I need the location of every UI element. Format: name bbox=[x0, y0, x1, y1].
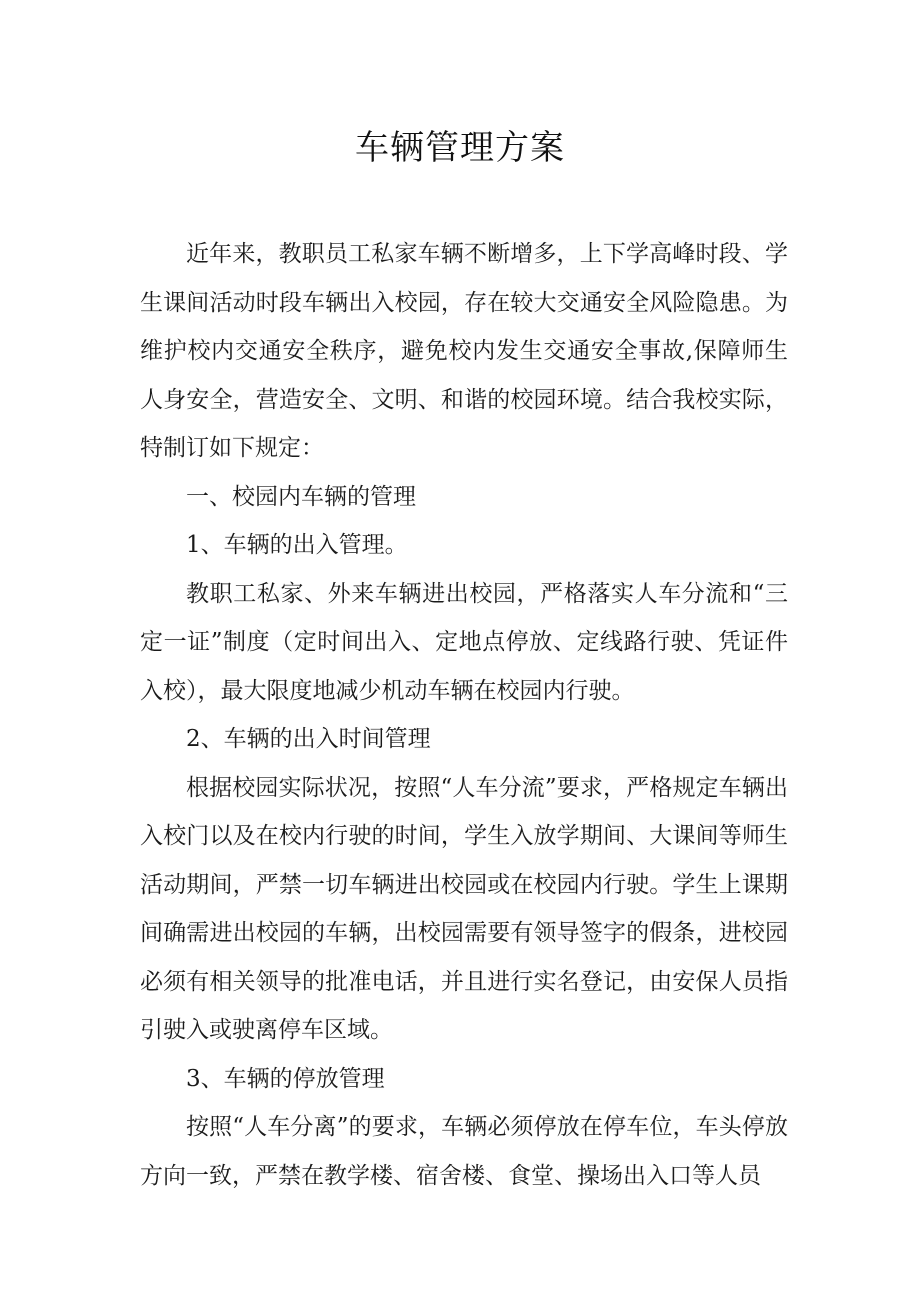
subsection-heading-3: 3、车辆的停放管理 bbox=[186, 1065, 385, 1092]
paragraph-entry-rules: 教职工私家、外来车辆进出校园，严格落实人车分流和“三定一证”制度（定时间出入、定地点停放、定线路行驶、凭证件入校），最大限度地减少机动车辆在校园内行驶。 bbox=[140, 580, 788, 704]
paragraph-time-rules: 根据校园实际状况，按照“人车分流”要求，严格规定车辆出入校门以及在校内行驶的时间，学生入放学期间、大课间等师生活动期间，严禁一切车辆进出校园或在校园内行驶。学生上课期间确需进出校园的车辆，出校园需要有领导签字的假条，进校园必须有相关领导的批准电话，并且进行实名登记，由安保人员指引驶入或驶离停车区域。 bbox=[140, 774, 788, 1043]
subsection-heading-1: 1、车辆的出入管理。 bbox=[186, 532, 408, 558]
document-title: 车辆管理方案 bbox=[355, 128, 565, 168]
paragraph-parking-rules: 按照“人车分离”的要求，车辆必须停放在停车位，车头停放方向一致，严禁在教学楼、宿舍楼、食堂、操场出入口等人员 bbox=[140, 1114, 788, 1189]
document-body bbox=[140, 230, 788, 1200]
paragraph-intro: 近年来，教职员工私家车辆不断增多，上下学高峰时段、学生课间活动时段车辆出入校园，存在较大交通安全风险隐患。为维护校内交通安全秩序，避免校内发生交通安全事故,保障师生人身安全，营造安全、文明、和谐的校园环境。结合我校实际，特制订如下规定： bbox=[140, 241, 788, 461]
section-heading-1: 一、校园内车辆的管理 bbox=[186, 483, 416, 510]
subsection-heading-2: 2、车辆的出入时间管理 bbox=[186, 726, 431, 752]
